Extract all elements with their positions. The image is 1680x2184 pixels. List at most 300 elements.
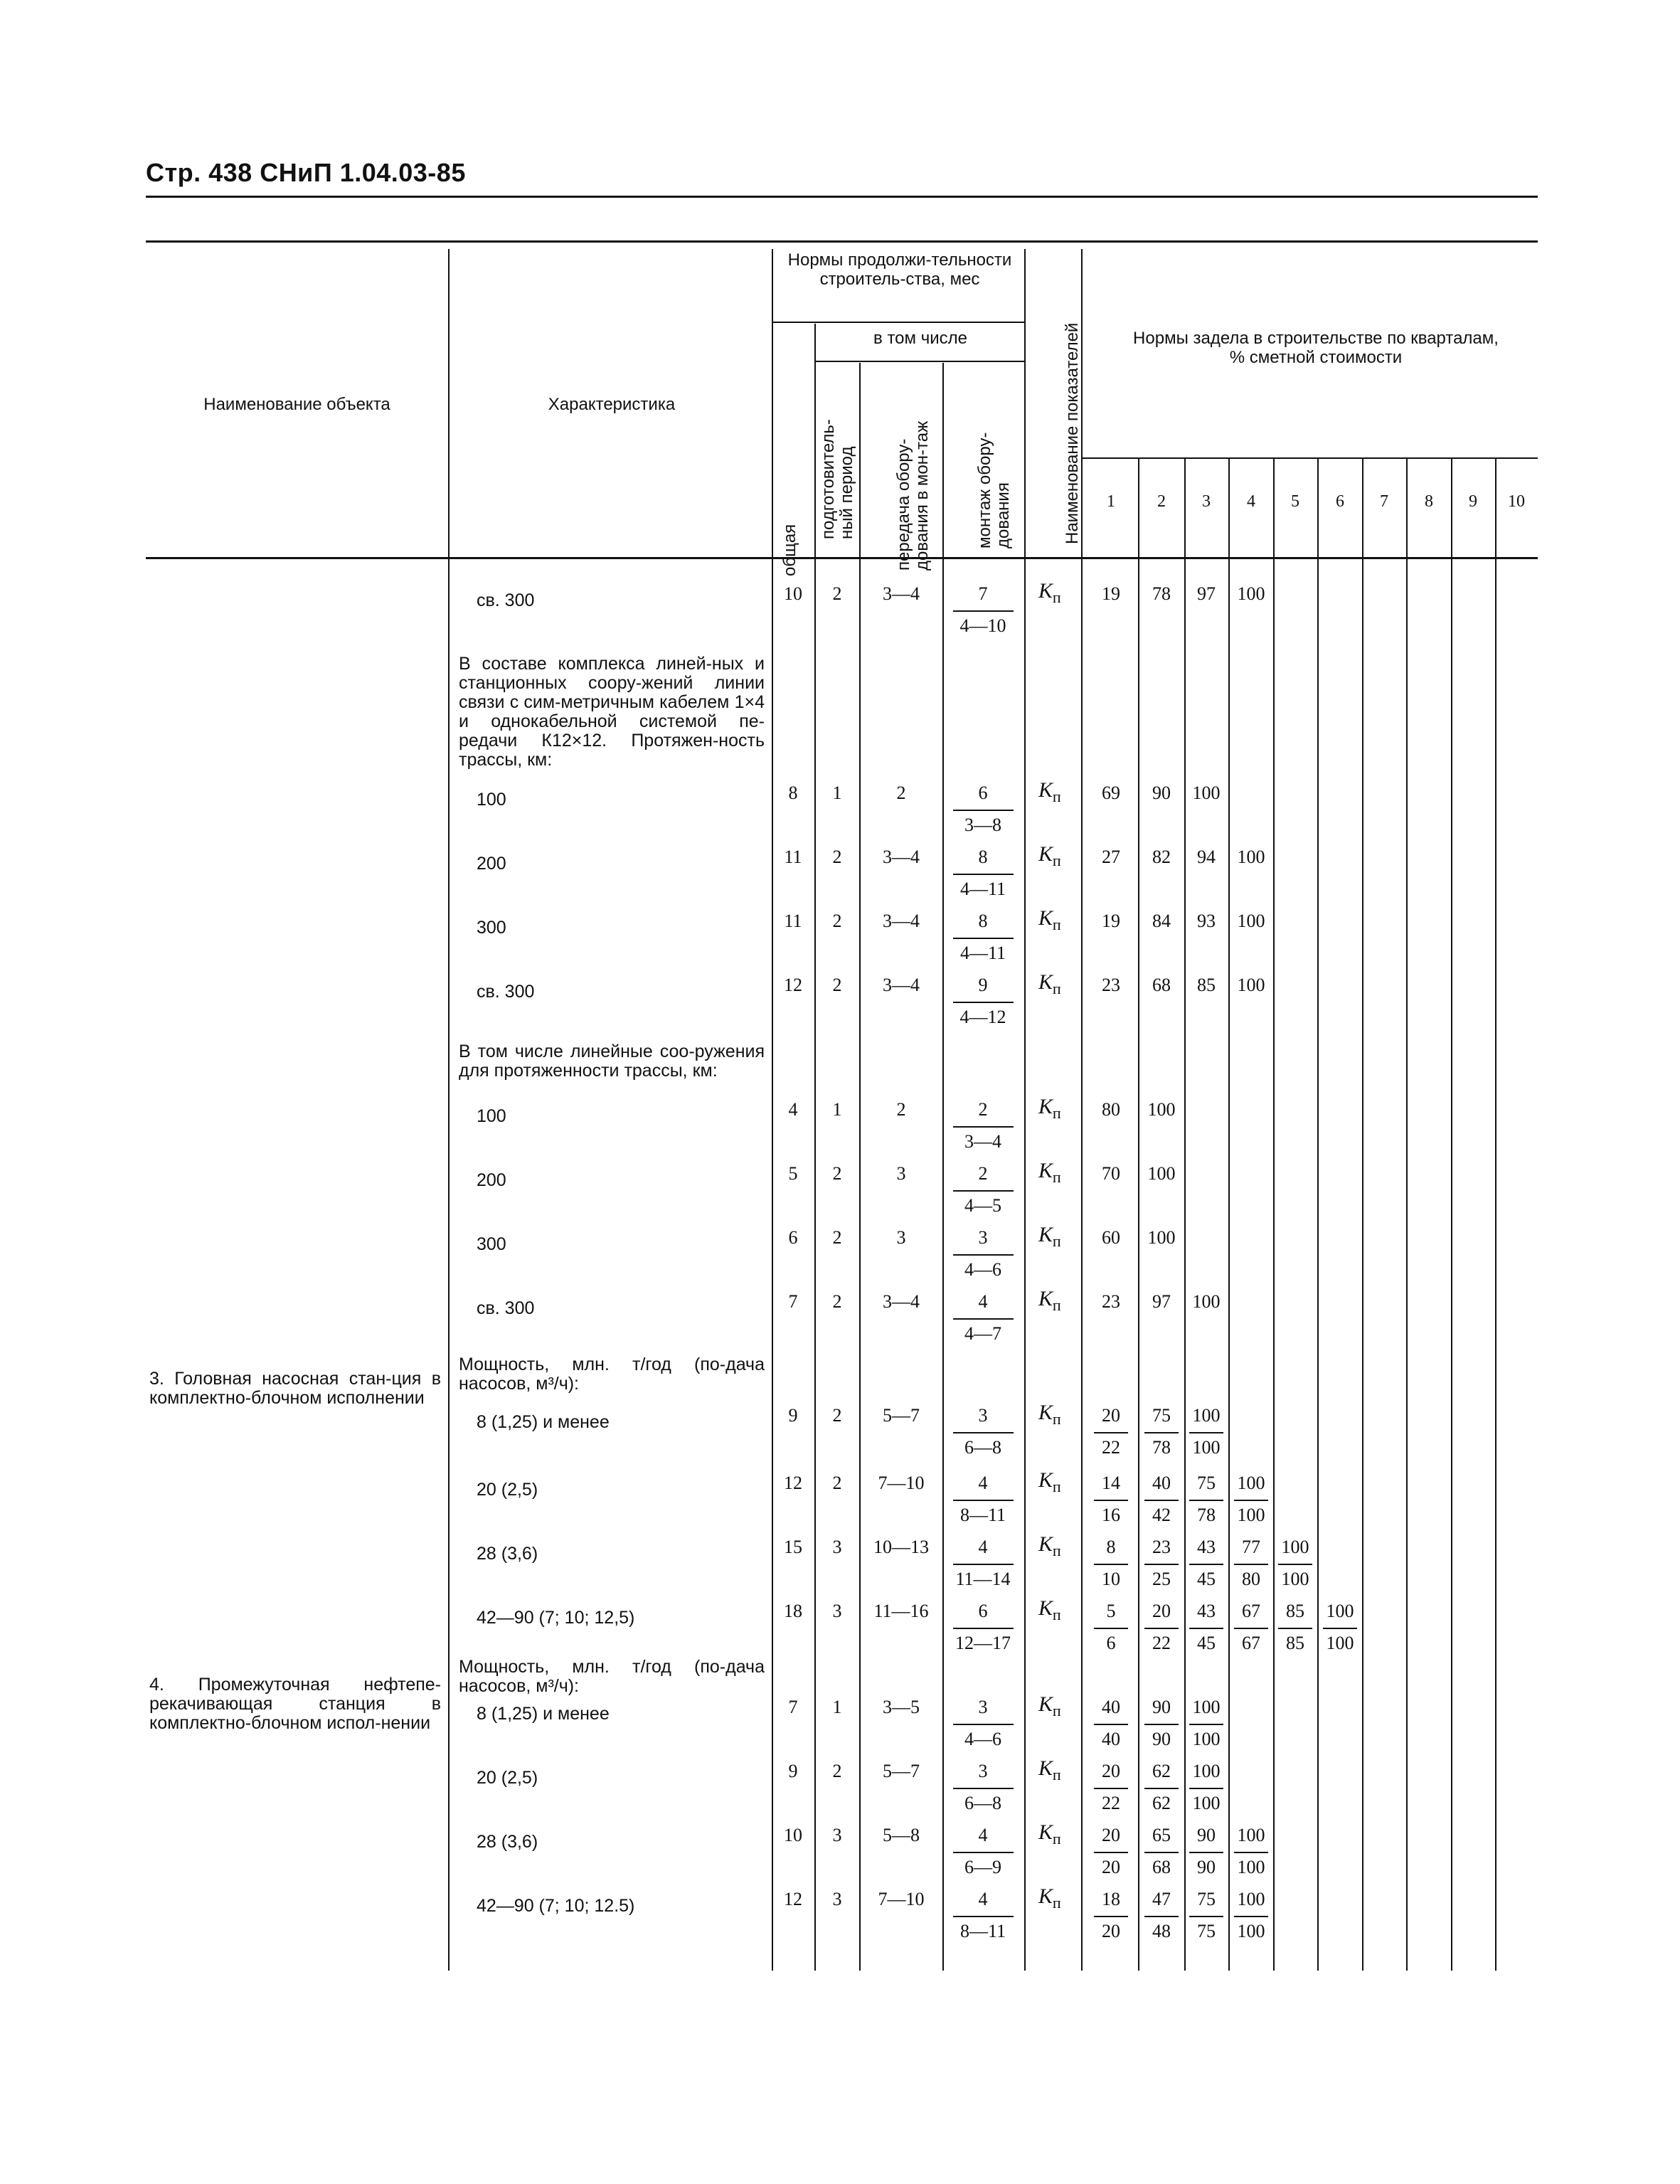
row-install-top: 2 bbox=[978, 1163, 988, 1184]
row-quarter-value-bottom: 100 bbox=[1192, 1729, 1221, 1749]
row-install-top: 7 bbox=[978, 583, 988, 604]
fraction-bar bbox=[953, 1190, 1014, 1192]
fraction-bar bbox=[953, 1254, 1014, 1256]
fraction-bar bbox=[1094, 1500, 1128, 1501]
col-divider bbox=[1406, 459, 1408, 1971]
row-quarter-value: 70 bbox=[1102, 1163, 1120, 1184]
row-quarter-value: 100 bbox=[1192, 1291, 1221, 1312]
row-install-top: 6 bbox=[978, 1601, 988, 1621]
row-quarter-value: 27 bbox=[1102, 847, 1120, 867]
col-divider bbox=[1138, 459, 1139, 1971]
row-install-top: 4 bbox=[978, 1825, 988, 1845]
row-transfer: 3—4 bbox=[883, 911, 920, 931]
row-characteristic: 200 bbox=[477, 854, 506, 874]
prep-header-text: подготовитель-ный период bbox=[819, 419, 856, 539]
row-indicator bbox=[1038, 1885, 1061, 1912]
row-transfer: 5—7 bbox=[883, 1761, 920, 1781]
indicator-letter: К bbox=[1038, 1820, 1053, 1844]
zadel-group-header: Нормы задела в строительстве по кварталам, % сметной стоимости bbox=[1133, 329, 1499, 367]
row-quarter-value-bottom: 45 bbox=[1197, 1569, 1216, 1589]
row-prep: 1 bbox=[832, 1697, 842, 1717]
row-transfer: 5—7 bbox=[883, 1405, 920, 1426]
fraction-bar bbox=[1144, 1788, 1179, 1789]
fraction-bar bbox=[953, 810, 1014, 811]
quarter-number: 2 bbox=[1157, 492, 1166, 511]
quarter-number: 1 bbox=[1107, 492, 1115, 511]
fraction-bar bbox=[1234, 1564, 1268, 1565]
indicator-letter: К bbox=[1038, 579, 1053, 603]
header-subrule bbox=[773, 322, 1024, 323]
row-quarter-value: 100 bbox=[1237, 847, 1265, 867]
row-install-bottom: 4—12 bbox=[959, 1007, 1006, 1027]
row-quarter-value: 77 bbox=[1242, 1537, 1260, 1557]
indicator-subscript: п bbox=[1052, 1104, 1061, 1122]
row-quarter-value: 100 bbox=[1192, 1697, 1221, 1717]
fraction-bar bbox=[1094, 1628, 1128, 1629]
indicator-subscript: п bbox=[1052, 1830, 1061, 1848]
row-quarter-value: 90 bbox=[1152, 783, 1171, 803]
row-prep: 3 bbox=[832, 1537, 842, 1557]
indicator-subscript: п bbox=[1052, 1478, 1061, 1495]
fraction-bar bbox=[1189, 1500, 1223, 1501]
row-transfer: 3 bbox=[896, 1227, 906, 1248]
row-quarter-value: 94 bbox=[1197, 847, 1216, 867]
row-install-bottom: 11—14 bbox=[955, 1569, 1011, 1589]
row-install-bottom: 4—6 bbox=[964, 1729, 1001, 1749]
fraction-bar bbox=[1094, 1788, 1128, 1789]
row-characteristic: 28 (3,6) bbox=[477, 1544, 538, 1564]
object-name-3: 3. Головная насосная стан-ция в комплектно-блочном исполнении bbox=[149, 1369, 441, 1408]
row-install-bottom: 4—7 bbox=[964, 1323, 1001, 1344]
col-divider bbox=[1362, 459, 1363, 1971]
row-transfer: 3—4 bbox=[883, 583, 920, 604]
row-quarter-value-bottom: 25 bbox=[1152, 1569, 1171, 1589]
quarter-number: 8 bbox=[1425, 492, 1433, 511]
row-quarter-value: 67 bbox=[1242, 1601, 1260, 1621]
fraction-bar bbox=[1234, 1628, 1268, 1629]
header-rule bbox=[146, 196, 1538, 198]
row-quarter-value-bottom: 16 bbox=[1102, 1505, 1120, 1525]
indicator-subscript: п bbox=[1052, 1542, 1061, 1559]
row-total: 11 bbox=[784, 847, 802, 867]
fraction-bar bbox=[1189, 1564, 1223, 1565]
row-quarter-value-bottom: 78 bbox=[1152, 1437, 1171, 1458]
row-quarter-value: 47 bbox=[1152, 1889, 1171, 1909]
indicator-letter: К bbox=[1038, 1223, 1053, 1246]
header-subrule bbox=[816, 361, 1024, 362]
row-quarter-value: 100 bbox=[1237, 975, 1265, 995]
row-prep: 2 bbox=[832, 1761, 842, 1781]
indicator-letter: К bbox=[1038, 1596, 1053, 1620]
fraction-bar bbox=[1234, 1852, 1268, 1853]
duration-group-header: Нормы продолжи-тельности строитель-ства, мес bbox=[787, 250, 1012, 289]
row-transfer: 2 bbox=[896, 1099, 906, 1120]
row-quarter-value: 90 bbox=[1197, 1825, 1216, 1845]
characteristic-paragraph: Мощность, млн. т/год (по-дача насосов, м³/ч): bbox=[459, 1355, 765, 1394]
indicator-subscript: п bbox=[1052, 788, 1061, 805]
row-transfer: 11—16 bbox=[873, 1601, 929, 1621]
row-characteristic: св. 300 bbox=[477, 1298, 535, 1318]
row-indicator bbox=[1038, 1820, 1061, 1848]
col-name-header: Наименование объекта bbox=[203, 395, 390, 414]
row-prep: 2 bbox=[832, 911, 842, 931]
row-quarter-value-bottom: 62 bbox=[1152, 1793, 1171, 1813]
row-prep: 3 bbox=[832, 1601, 842, 1621]
fraction-bar bbox=[1094, 1432, 1128, 1433]
row-quarter-value: 97 bbox=[1152, 1291, 1171, 1312]
fraction-bar bbox=[1189, 1432, 1223, 1433]
row-quarter-value-bottom: 68 bbox=[1152, 1857, 1171, 1877]
characteristic-paragraph: В том числе линейные соо-ружения для протяженности трассы, км: bbox=[459, 1041, 765, 1081]
row-total: 12 bbox=[784, 1889, 802, 1909]
row-transfer: 7—10 bbox=[878, 1473, 925, 1493]
row-quarter-value: 75 bbox=[1152, 1405, 1171, 1426]
row-quarter-value: 75 bbox=[1197, 1889, 1216, 1909]
fraction-bar bbox=[1094, 1852, 1128, 1853]
row-quarter-value: 40 bbox=[1152, 1473, 1171, 1493]
fraction-bar bbox=[953, 1500, 1014, 1501]
row-quarter-value-bottom: 85 bbox=[1286, 1633, 1304, 1653]
row-quarter-value: 100 bbox=[1192, 1761, 1221, 1781]
row-total: 12 bbox=[784, 1473, 802, 1493]
row-prep: 2 bbox=[832, 847, 842, 867]
row-characteristic: 42—90 (7; 10; 12.5) bbox=[477, 1896, 635, 1916]
row-quarter-value-bottom: 75 bbox=[1197, 1921, 1216, 1941]
row-quarter-value-bottom: 22 bbox=[1152, 1633, 1171, 1653]
row-total: 18 bbox=[784, 1601, 802, 1621]
row-quarter-value-bottom: 90 bbox=[1197, 1857, 1216, 1877]
row-quarter-value: 100 bbox=[1237, 1473, 1265, 1493]
row-quarter-value: 80 bbox=[1102, 1099, 1120, 1120]
row-indicator bbox=[1038, 842, 1061, 870]
row-total: 10 bbox=[784, 1825, 802, 1845]
row-total: 10 bbox=[784, 583, 802, 604]
row-characteristic: 20 (2,5) bbox=[477, 1480, 538, 1500]
row-quarter-value: 18 bbox=[1102, 1889, 1120, 1909]
row-characteristic: 28 (3,6) bbox=[477, 1832, 538, 1852]
row-quarter-value-bottom: 100 bbox=[1192, 1793, 1221, 1813]
characteristic-paragraph: Мощность, млн. т/год (по-дача насосов, м³/ч): bbox=[459, 1657, 765, 1696]
row-install-bottom: 12—17 bbox=[955, 1633, 1011, 1653]
row-install-bottom: 8—11 bbox=[959, 1505, 1006, 1525]
fraction-bar bbox=[1144, 1852, 1179, 1853]
row-transfer: 7—10 bbox=[878, 1889, 925, 1909]
row-install-bottom: 3—8 bbox=[964, 815, 1001, 835]
row-quarter-value-bottom: 100 bbox=[1192, 1437, 1221, 1458]
row-total: 9 bbox=[788, 1761, 798, 1781]
row-quarter-value-bottom: 20 bbox=[1102, 1921, 1120, 1941]
row-transfer: 3—4 bbox=[883, 847, 920, 867]
indicator-subscript: п bbox=[1052, 1168, 1061, 1186]
header-subrule bbox=[1083, 457, 1538, 459]
row-transfer: 3 bbox=[896, 1163, 906, 1184]
row-transfer: 5—8 bbox=[883, 1825, 920, 1845]
indicator-letter: К bbox=[1038, 1095, 1053, 1118]
row-quarter-value: 100 bbox=[1147, 1163, 1176, 1184]
col-divider bbox=[1451, 459, 1452, 1971]
row-install-top: 4 bbox=[978, 1537, 988, 1557]
row-quarter-value: 20 bbox=[1102, 1825, 1120, 1845]
row-total: 5 bbox=[788, 1163, 798, 1184]
row-quarter-value-bottom: 67 bbox=[1242, 1633, 1260, 1653]
col-divider bbox=[1317, 459, 1319, 1971]
row-quarter-value: 19 bbox=[1102, 583, 1120, 604]
row-install-top: 4 bbox=[978, 1473, 988, 1493]
col-divider bbox=[1024, 249, 1026, 1971]
fraction-bar bbox=[1323, 1628, 1357, 1629]
row-characteristic: 100 bbox=[477, 790, 506, 810]
fraction-bar bbox=[953, 1318, 1014, 1320]
fraction-bar bbox=[1278, 1564, 1312, 1565]
fraction-bar bbox=[953, 874, 1014, 875]
indicator-letter: К bbox=[1038, 1159, 1053, 1182]
transfer-header bbox=[895, 393, 955, 571]
indicator-subscript: п bbox=[1052, 852, 1061, 869]
row-install-top: 2 bbox=[978, 1099, 988, 1120]
indicator-subscript: п bbox=[1052, 588, 1061, 606]
row-quarter-value-bottom: 42 bbox=[1152, 1505, 1171, 1525]
fraction-bar bbox=[1234, 1500, 1268, 1501]
row-quarter-value: 85 bbox=[1286, 1601, 1304, 1621]
row-transfer: 3—4 bbox=[883, 1291, 920, 1312]
indicator-subscript: п bbox=[1052, 916, 1061, 933]
row-install-top: 4 bbox=[978, 1889, 988, 1909]
fraction-bar bbox=[953, 1432, 1014, 1433]
fraction-bar bbox=[1094, 1564, 1128, 1565]
row-quarter-value: 84 bbox=[1152, 911, 1171, 931]
quarter-number: 10 bbox=[1508, 492, 1525, 511]
row-quarter-value-bottom: 100 bbox=[1326, 1633, 1354, 1653]
indicator-letter: К bbox=[1038, 1885, 1053, 1908]
object-name-4: 4. Промежуточная нефтепе-рекачивающая станция в комплектно-блочном испол-нении bbox=[149, 1675, 441, 1733]
row-prep: 2 bbox=[832, 583, 842, 604]
row-quarter-value: 82 bbox=[1152, 847, 1171, 867]
row-characteristic: св. 300 bbox=[477, 590, 535, 610]
row-quarter-value: 100 bbox=[1237, 1825, 1265, 1845]
install-header bbox=[976, 385, 1016, 548]
row-quarter-value: 23 bbox=[1102, 1291, 1120, 1312]
row-quarter-value: 100 bbox=[1192, 1405, 1221, 1426]
indicator-letter: К bbox=[1038, 778, 1053, 802]
table-header-rule bbox=[146, 557, 1538, 559]
row-install-bottom: 4—6 bbox=[964, 1259, 1001, 1280]
row-indicator bbox=[1038, 1532, 1061, 1560]
fraction-bar bbox=[1278, 1628, 1312, 1629]
row-quarter-value-bottom: 48 bbox=[1152, 1921, 1171, 1941]
row-quarter-value-bottom: 22 bbox=[1102, 1437, 1120, 1458]
indicator-subscript: п bbox=[1052, 1766, 1061, 1783]
row-quarter-value: 8 bbox=[1106, 1537, 1116, 1557]
row-install-top: 3 bbox=[978, 1761, 988, 1781]
row-quarter-value: 14 bbox=[1102, 1473, 1120, 1493]
row-prep: 2 bbox=[832, 1473, 842, 1493]
row-quarter-value: 43 bbox=[1197, 1537, 1216, 1557]
indicator-letter: К bbox=[1038, 1401, 1053, 1424]
fraction-bar bbox=[1189, 1852, 1223, 1853]
indicator-header: Наименование показателей bbox=[1063, 322, 1082, 544]
row-quarter-value-bottom: 40 bbox=[1102, 1729, 1120, 1749]
row-characteristic: 8 (1,25) и менее bbox=[477, 1704, 610, 1724]
fraction-bar bbox=[1234, 1916, 1268, 1917]
fraction-bar bbox=[1189, 1628, 1223, 1629]
row-indicator bbox=[1038, 1692, 1061, 1720]
row-install-bottom: 6—8 bbox=[964, 1437, 1001, 1458]
row-transfer: 10—13 bbox=[873, 1537, 929, 1557]
including-header: в том числе bbox=[873, 329, 967, 348]
indicator-letter: К bbox=[1038, 1287, 1053, 1310]
row-quarter-value-bottom: 10 bbox=[1102, 1569, 1120, 1589]
row-install-bottom: 4—5 bbox=[964, 1195, 1001, 1216]
row-quarter-value: 85 bbox=[1197, 975, 1216, 995]
transfer-header-text: передача обору-дования в мон-таж bbox=[894, 420, 932, 571]
indicator-letter: К bbox=[1038, 1756, 1053, 1780]
row-install-top: 8 bbox=[978, 911, 988, 931]
row-quarter-value-bottom: 22 bbox=[1102, 1793, 1120, 1813]
fraction-bar bbox=[1189, 1724, 1223, 1725]
row-prep: 1 bbox=[832, 783, 842, 803]
col-divider bbox=[859, 363, 861, 1971]
indicator-subscript: п bbox=[1052, 1232, 1061, 1250]
row-prep: 3 bbox=[832, 1825, 842, 1845]
prep-header bbox=[819, 404, 859, 539]
row-quarter-value: 78 bbox=[1152, 583, 1171, 604]
row-quarter-value: 62 bbox=[1152, 1761, 1171, 1781]
quarter-number: 3 bbox=[1202, 492, 1211, 511]
row-quarter-value: 90 bbox=[1152, 1697, 1171, 1717]
row-characteristic: 100 bbox=[477, 1106, 506, 1126]
quarter-number: 9 bbox=[1469, 492, 1477, 511]
indicator-letter: К bbox=[1038, 906, 1053, 930]
fraction-bar bbox=[953, 1564, 1014, 1565]
row-indicator bbox=[1038, 1095, 1061, 1123]
fraction-bar bbox=[1144, 1916, 1179, 1917]
quarter-number: 6 bbox=[1336, 492, 1344, 511]
row-transfer: 3—5 bbox=[883, 1697, 920, 1717]
col-divider bbox=[448, 249, 450, 1971]
row-transfer: 2 bbox=[896, 783, 906, 803]
row-total: 7 bbox=[788, 1291, 798, 1312]
row-total: 11 bbox=[784, 911, 802, 931]
row-total: 6 bbox=[788, 1227, 798, 1248]
row-characteristic: 20 (2,5) bbox=[477, 1768, 538, 1788]
row-characteristic: 200 bbox=[477, 1170, 506, 1190]
row-prep: 1 bbox=[832, 1099, 842, 1120]
fraction-bar bbox=[1144, 1564, 1179, 1565]
row-quarter-value: 100 bbox=[1237, 911, 1265, 931]
row-install-top: 3 bbox=[978, 1227, 988, 1248]
row-characteristic: 42—90 (7; 10; 12,5) bbox=[477, 1608, 635, 1628]
fraction-bar bbox=[953, 1916, 1014, 1917]
row-prep: 2 bbox=[832, 975, 842, 995]
row-install-bottom: 4—11 bbox=[959, 879, 1006, 899]
row-quarter-value: 43 bbox=[1197, 1601, 1216, 1621]
indicator-subscript: п bbox=[1052, 1894, 1061, 1912]
row-quarter-value-bottom: 20 bbox=[1102, 1857, 1120, 1877]
col-divider bbox=[1273, 459, 1275, 1971]
indicator-letter: К bbox=[1038, 1532, 1053, 1556]
fraction-bar bbox=[953, 1788, 1014, 1789]
row-indicator bbox=[1038, 1756, 1061, 1784]
indicator-letter: К bbox=[1038, 1468, 1053, 1492]
row-quarter-value-bottom: 80 bbox=[1242, 1569, 1260, 1589]
row-indicator bbox=[1038, 1596, 1061, 1624]
row-prep: 2 bbox=[832, 1291, 842, 1312]
row-characteristic: 300 bbox=[477, 1234, 506, 1254]
row-transfer: 3—4 bbox=[883, 975, 920, 995]
fraction-bar bbox=[953, 1002, 1014, 1003]
row-characteristic: 300 bbox=[477, 918, 506, 938]
row-indicator bbox=[1038, 1287, 1061, 1315]
row-total: 12 bbox=[784, 975, 802, 995]
row-quarter-value: 97 bbox=[1197, 583, 1216, 604]
fraction-bar bbox=[1144, 1432, 1179, 1433]
row-quarter-value: 100 bbox=[1192, 783, 1221, 803]
row-install-top: 9 bbox=[978, 975, 988, 995]
indicator-subscript: п bbox=[1052, 1606, 1061, 1623]
quarter-number: 7 bbox=[1380, 492, 1388, 511]
row-indicator bbox=[1038, 778, 1061, 806]
fraction-bar bbox=[1094, 1916, 1128, 1917]
row-indicator bbox=[1038, 1468, 1061, 1496]
row-install-bottom: 8—11 bbox=[959, 1921, 1006, 1941]
row-quarter-value: 19 bbox=[1102, 911, 1120, 931]
row-quarter-value: 69 bbox=[1102, 783, 1120, 803]
fraction-bar bbox=[953, 938, 1014, 939]
row-total: 9 bbox=[788, 1405, 798, 1426]
fraction-bar bbox=[953, 1126, 1014, 1128]
row-quarter-value-bottom: 78 bbox=[1197, 1505, 1216, 1525]
col-divider bbox=[814, 324, 816, 1971]
row-install-top: 4 bbox=[978, 1291, 988, 1312]
row-total: 8 bbox=[788, 783, 798, 803]
quarter-number: 4 bbox=[1247, 492, 1255, 511]
row-quarter-value: 20 bbox=[1102, 1405, 1120, 1426]
row-install-top: 8 bbox=[978, 847, 988, 867]
row-quarter-value: 100 bbox=[1281, 1537, 1309, 1557]
row-quarter-value: 20 bbox=[1152, 1601, 1171, 1621]
row-quarter-value: 5 bbox=[1106, 1601, 1116, 1621]
row-quarter-value-bottom: 6 bbox=[1106, 1633, 1116, 1653]
col-divider bbox=[1495, 459, 1496, 1971]
characteristic-paragraph: В составе комплекса линей-ных и станционных соору-жений линии связи с сим-метричным кабелем 1×4 и однокабельной системой пе-редачи К12×12. Протяжен-ность трассы, км: bbox=[459, 654, 765, 770]
row-quarter-value: 60 bbox=[1102, 1227, 1120, 1248]
row-install-bottom: 3—4 bbox=[964, 1131, 1001, 1152]
row-prep: 2 bbox=[832, 1227, 842, 1248]
install-header-text: монтаж обору-дования bbox=[975, 432, 1013, 548]
row-quarter-value: 23 bbox=[1152, 1537, 1171, 1557]
row-indicator bbox=[1038, 579, 1061, 607]
row-indicator bbox=[1038, 1159, 1061, 1187]
indicator-subscript: п bbox=[1052, 1702, 1061, 1719]
page-header: Стр. 438 СНиП 1.04.03-85 bbox=[146, 158, 466, 187]
row-characteristic: 8 (1,25) и менее bbox=[477, 1412, 610, 1432]
fraction-bar bbox=[953, 1852, 1014, 1853]
row-install-top: 6 bbox=[978, 783, 988, 803]
row-install-bottom: 6—9 bbox=[964, 1857, 1001, 1877]
row-prep: 3 bbox=[832, 1889, 842, 1909]
fraction-bar bbox=[953, 1628, 1014, 1629]
row-prep: 2 bbox=[832, 1163, 842, 1184]
row-quarter-value-bottom: 45 bbox=[1197, 1633, 1216, 1653]
row-quarter-value: 40 bbox=[1102, 1697, 1120, 1717]
row-quarter-value: 75 bbox=[1197, 1473, 1216, 1493]
indicator-letter: К bbox=[1038, 842, 1053, 866]
fraction-bar bbox=[1094, 1724, 1128, 1725]
row-quarter-value: 100 bbox=[1147, 1099, 1176, 1120]
fraction-bar bbox=[1189, 1788, 1223, 1789]
row-quarter-value-bottom: 100 bbox=[1237, 1857, 1265, 1877]
row-install-top: 3 bbox=[978, 1697, 988, 1717]
